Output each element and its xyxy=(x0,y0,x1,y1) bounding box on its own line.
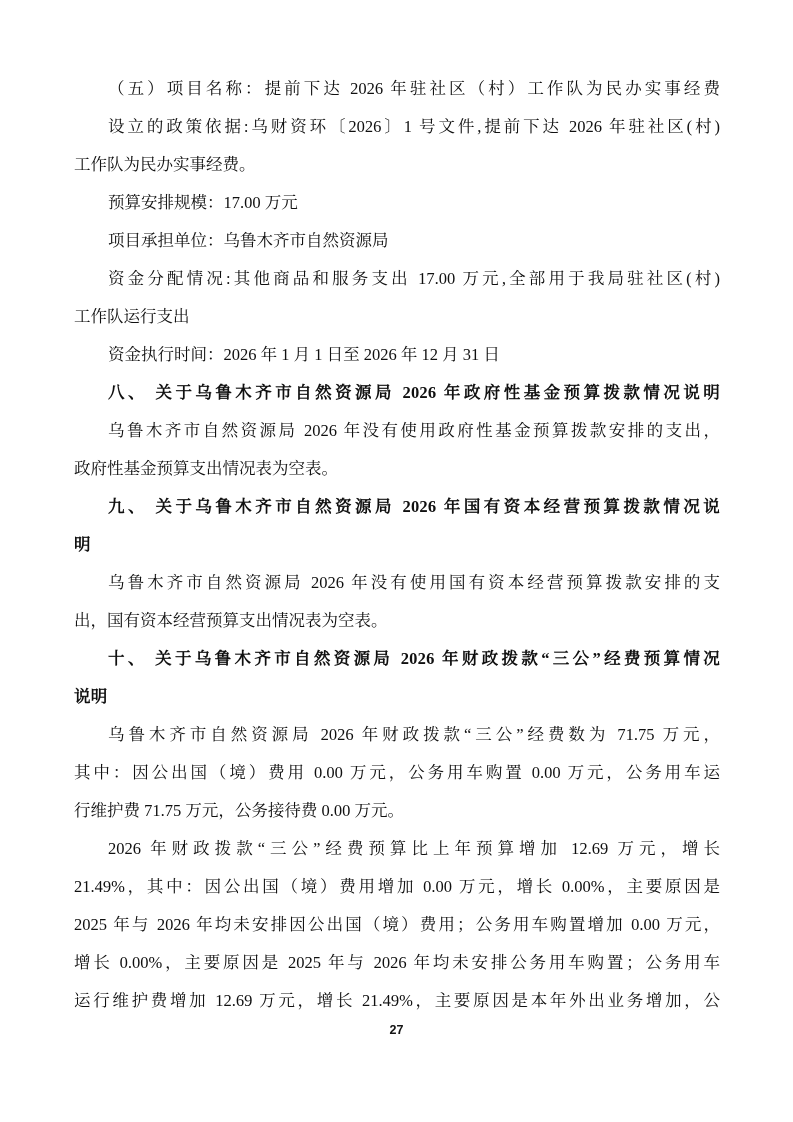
section-10-para2-line4: 增长 0.00%，主要原因是 2025 年与 2026 年均未安排公务用车购置；公务用车 xyxy=(74,953,720,972)
section-10-para2-line1: 2026 年财政拨款“三公”经费预算比上年预算增加 12.69 万元，增长 xyxy=(108,839,720,858)
section-8-body: 乌鲁木齐市自然资源局 2026 年没有使用政府性基金预算拨款安排的支出， xyxy=(108,421,720,440)
section-10-para1-line3: 行维护费 71.75 万元，公务接待费 0.00 万元。 xyxy=(74,801,404,820)
section-10-para1-line2: 其中：因公出国（境）费用 0.00 万元，公务用车购置 0.00 万元，公务用车运 xyxy=(74,763,720,782)
section-10-para2-line3: 2025 年与 2026 年均未安排因公出国（境）费用；公务用车购置增加 0.00 万元， xyxy=(74,915,720,934)
section-10-para2-line5: 运行维护费增加 12.69 万元，增长 21.49%，主要原因是本年外出业务增加，公 xyxy=(74,991,720,1010)
line-policy-basis-cont: 工作队为民办实事经费。 xyxy=(74,155,256,174)
section-9-heading-cont: 明 xyxy=(74,535,91,554)
line-execution-time: 资金执行时间：2026 年 1 月 1 日至 2026 年 12 月 31 日 xyxy=(108,345,500,364)
section-8-heading: 八、 关于乌鲁木齐市自然资源局 2026 年政府性基金预算拨款情况说明 xyxy=(108,383,720,402)
line-policy-basis: 设立的政策依据:乌财资环〔2026〕1 号文件,提前下达 2026 年驻社区(村) xyxy=(108,117,720,136)
section-9-body-cont: 出，国有资本经营预算支出情况表为空表。 xyxy=(74,611,388,630)
section-8-body-cont: 政府性基金预算支出情况表为空表。 xyxy=(74,459,338,478)
section-9-body: 乌鲁木齐市自然资源局 2026 年没有使用国有资本经营预算拨款安排的支 xyxy=(108,573,720,592)
line-budget-scale: 预算安排规模：17.00 万元 xyxy=(108,193,298,212)
section-9-heading: 九、 关于乌鲁木齐市自然资源局 2026 年国有资本经营预算拨款情况说 xyxy=(108,497,720,516)
line-fund-allocation-cont: 工作队运行支出 xyxy=(74,307,190,326)
section-10-heading-cont: 说明 xyxy=(74,687,108,706)
section-10-para2-line2: 21.49%，其中：因公出国（境）费用增加 0.00 万元，增长 0.00%，主要原因是 xyxy=(74,877,720,896)
page-number: 27 xyxy=(389,1023,404,1037)
line-project-name: （五）项目名称：提前下达 2026 年驻社区（村）工作队为民办实事经费 xyxy=(108,79,720,98)
document-body xyxy=(74,70,720,1020)
page-footer xyxy=(0,1021,793,1039)
line-fund-allocation: 资金分配情况:其他商品和服务支出 17.00 万元,全部用于我局驻社区(村) xyxy=(108,269,720,288)
line-undertaking-unit: 项目承担单位：乌鲁木齐市自然资源局 xyxy=(108,231,389,250)
section-10-para1-line1: 乌鲁木齐市自然资源局 2026 年财政拨款“三公”经费数为 71.75 万元， xyxy=(108,725,720,744)
section-10-heading: 十、 关于乌鲁木齐市自然资源局 2026 年财政拨款“三公”经费预算情况 xyxy=(108,649,720,668)
